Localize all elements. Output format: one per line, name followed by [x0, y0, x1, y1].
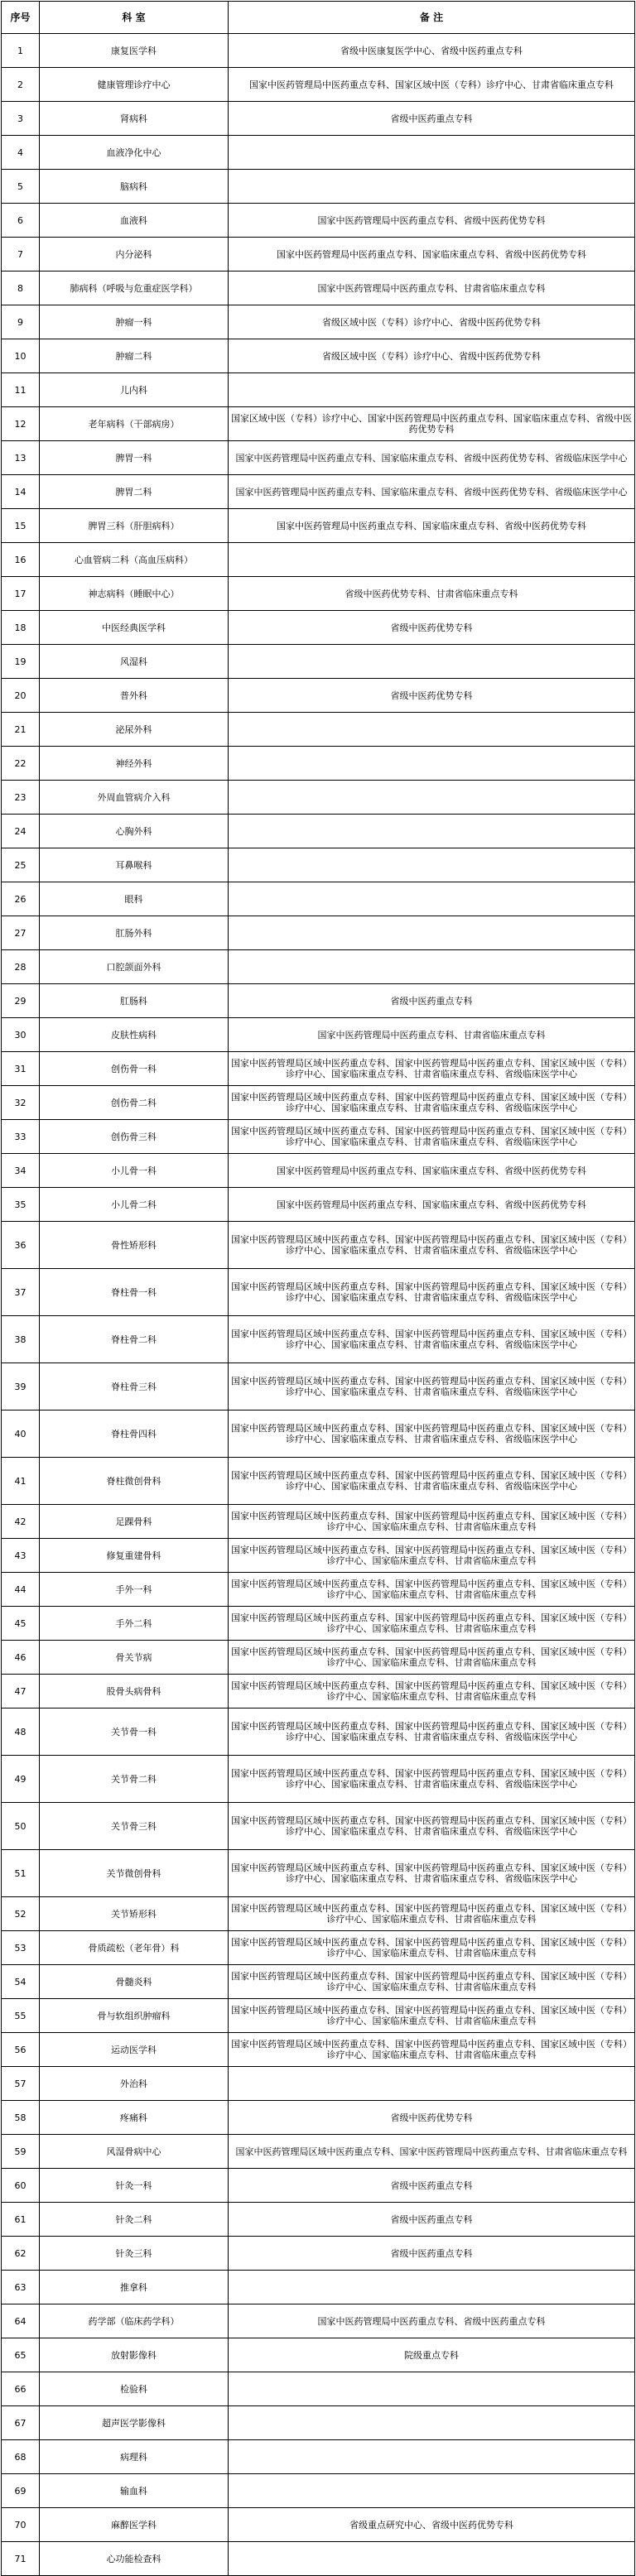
table-row	[2, 1188, 635, 1222]
remark-cell: 国家中医药管理局区域中医药重点专科、国家中医药管理局中医药重点专科、国家区域中医（专科）诊疗中心、国家临床重点专科、甘肃省临床重点专科	[229, 1999, 635, 2033]
remark-cell: 国家中医药管理局中医药重点专科、国家临床重点专科、省级中医药优势专科	[229, 509, 635, 543]
row-number: 40	[2, 1411, 40, 1458]
department-name: 皮肤性病科	[40, 1018, 229, 1052]
table-row	[2, 136, 635, 170]
department-name: 骨关节病	[40, 1641, 229, 1675]
department-name: 关节骨一科	[40, 1709, 229, 1756]
department-name: 运动医学科	[40, 2033, 229, 2067]
table-row	[2, 34, 635, 68]
remark-cell: 国家中医药管理局中医药重点专科、甘肃省临床重点专科	[229, 272, 635, 305]
row-number: 53	[2, 1931, 40, 1965]
remark-cell	[229, 2372, 635, 2406]
row-number: 14	[2, 475, 40, 509]
row-number: 58	[2, 2101, 40, 2135]
remark-cell	[229, 2474, 635, 2508]
row-number: 50	[2, 1803, 40, 1850]
row-number: 24	[2, 815, 40, 848]
remark-cell	[229, 373, 635, 407]
table-row	[2, 1120, 635, 1154]
table-row	[2, 2135, 635, 2169]
department-name: 普外科	[40, 679, 229, 713]
remark-cell: 国家中医药管理局中医药重点专科、省级中医药重点专科	[229, 2304, 635, 2338]
remark-cell: 国家中医药管理局区域中医药重点专科、国家中医药管理局中医药重点专科、国家区域中医（专科）诊疗中心、国家临床重点专科、甘肃省临床重点专科	[229, 1897, 635, 1931]
remark-cell	[229, 2440, 635, 2474]
row-number: 21	[2, 713, 40, 747]
remark-cell: 国家中医药管理局中医药重点专科、国家临床重点专科、省级中医药优势专科	[229, 238, 635, 272]
table-row	[2, 238, 635, 272]
department-name: 脊柱骨四科	[40, 1411, 229, 1458]
row-number: 64	[2, 2304, 40, 2338]
row-number: 45	[2, 1607, 40, 1641]
remark-cell	[229, 2542, 635, 2576]
row-number: 68	[2, 2440, 40, 2474]
department-name: 检验科	[40, 2372, 229, 2406]
department-name: 外治科	[40, 2067, 229, 2101]
department-name: 手外二科	[40, 1607, 229, 1641]
row-number: 42	[2, 1505, 40, 1539]
remark-cell: 省级中医康复医学中心、省级中医药重点专科	[229, 34, 635, 68]
table-row	[2, 2474, 635, 2508]
row-number: 52	[2, 1897, 40, 1931]
table-row	[2, 1607, 635, 1641]
table-row	[2, 2304, 635, 2338]
department-name: 神经外科	[40, 747, 229, 781]
department-name: 心血管病二科（高血压病科）	[40, 543, 229, 577]
row-number: 67	[2, 2406, 40, 2440]
remark-cell: 国家中医药管理局中医药重点专科、国家区域中医（专科）诊疗中心、甘肃省临床重点专科	[229, 68, 635, 102]
remark-cell: 省级区域中医（专科）诊疗中心、省级中医药优势专科	[229, 339, 635, 373]
department-name: 骨质疏松（老年骨）科	[40, 1931, 229, 1965]
row-number: 35	[2, 1188, 40, 1222]
remark-cell	[229, 2067, 635, 2101]
row-number: 15	[2, 509, 40, 543]
remark-cell: 国家中医药管理局区域中医药重点专科、国家中医药管理局中医药重点专科、国家区域中医（专科）诊疗中心、国家临床重点专科、甘肃省临床重点专科、省级临床医学中心	[229, 1458, 635, 1505]
row-number: 29	[2, 984, 40, 1018]
table-row	[2, 441, 635, 475]
row-number: 56	[2, 2033, 40, 2067]
table-row	[2, 305, 635, 339]
row-number: 8	[2, 272, 40, 305]
table-header	[2, 2, 635, 34]
table-row	[2, 373, 635, 407]
row-number: 16	[2, 543, 40, 577]
remark-cell	[229, 2271, 635, 2304]
table-row	[2, 1756, 635, 1803]
remark-cell: 院级重点专科	[229, 2338, 635, 2372]
remark-cell: 省级中医药重点专科	[229, 2237, 635, 2271]
table-row	[2, 407, 635, 441]
table-row	[2, 848, 635, 882]
table-row	[2, 815, 635, 848]
row-number: 46	[2, 1641, 40, 1675]
department-name: 创伤骨二科	[40, 1086, 229, 1120]
table-row	[2, 2542, 635, 2576]
remark-cell	[229, 136, 635, 170]
remark-cell	[229, 882, 635, 916]
table-row	[2, 747, 635, 781]
remark-cell: 国家中医药管理局中医药重点专科、国家临床重点专科、省级中医药优势专科、省级临床医学中心	[229, 441, 635, 475]
row-number: 59	[2, 2135, 40, 2169]
table-row	[2, 611, 635, 645]
header-row	[2, 2, 635, 34]
remark-cell: 国家中医药管理局区域中医药重点专科、国家中医药管理局中医药重点专科、国家区域中医（专科）诊疗中心、国家临床重点专科、甘肃省临床重点专科	[229, 1965, 635, 1999]
remark-cell	[229, 747, 635, 781]
remark-cell	[229, 916, 635, 950]
table-row	[2, 1363, 635, 1411]
table-row	[2, 1411, 635, 1458]
row-number: 69	[2, 2474, 40, 2508]
remark-cell: 国家中医药管理局区域中医药重点专科、国家中医药管理局中医药重点专科、国家区域中医（专科）诊疗中心、国家临床重点专科、甘肃省临床重点专科	[229, 1675, 635, 1709]
remark-cell	[229, 170, 635, 204]
table-row	[2, 2271, 635, 2304]
table-row	[2, 102, 635, 136]
department-name: 输血科	[40, 2474, 229, 2508]
department-name: 儿内科	[40, 373, 229, 407]
table-row	[2, 475, 635, 509]
table-row	[2, 1803, 635, 1850]
department-name: 足踝骨科	[40, 1505, 229, 1539]
department-name: 关节骨三科	[40, 1803, 229, 1850]
table-row	[2, 1965, 635, 1999]
remark-cell: 国家中医药管理局中医药重点专科、国家临床重点专科、省级中医药优势专科	[229, 1154, 635, 1188]
remark-cell: 国家中医药管理局区域中医药重点专科、国家中医药管理局中医药重点专科、国家区域中医（专科）诊疗中心、国家临床重点专科、甘肃省临床重点专科、省级临床医学中心	[229, 1269, 635, 1316]
table-row	[2, 1931, 635, 1965]
row-number: 51	[2, 1850, 40, 1897]
remark-cell	[229, 645, 635, 679]
table-row	[2, 2067, 635, 2101]
table-row	[2, 170, 635, 204]
department-name: 疼痛科	[40, 2101, 229, 2135]
department-name: 骨性矫形科	[40, 1222, 229, 1269]
row-number: 19	[2, 645, 40, 679]
department-name: 神志病科（睡眠中心）	[40, 577, 229, 611]
row-number: 41	[2, 1458, 40, 1505]
table-row	[2, 1505, 635, 1539]
department-name: 麻醉医学科	[40, 2508, 229, 2542]
department-name: 关节矫形科	[40, 1897, 229, 1931]
remark-cell: 国家中医药管理局区域中医药重点专科、国家中医药管理局中医药重点专科、国家区域中医（专科）诊疗中心、国家临床重点专科、甘肃省临床重点专科、省级临床医学中心	[229, 1120, 635, 1154]
row-number: 65	[2, 2338, 40, 2372]
table-row	[2, 1154, 635, 1188]
department-name: 老年病科（干部病房）	[40, 407, 229, 441]
department-name: 针灸二科	[40, 2203, 229, 2237]
remark-cell: 国家中医药管理局区域中医药重点专科、国家中医药管理局中医药重点专科、国家区域中医（专科）诊疗中心、国家临床重点专科、甘肃省临床重点专科、省级临床医学中心	[229, 1803, 635, 1850]
table-row	[2, 882, 635, 916]
row-number: 33	[2, 1120, 40, 1154]
remark-cell: 国家中医药管理局区域中医药重点专科、国家中医药管理局中医药重点专科、国家区域中医（专科）诊疗中心、国家临床重点专科、甘肃省临床重点专科、省级临床医学中心	[229, 1052, 635, 1086]
table-row	[2, 1269, 635, 1316]
row-number: 7	[2, 238, 40, 272]
remark-cell	[229, 2406, 635, 2440]
row-number: 54	[2, 1965, 40, 1999]
row-number: 57	[2, 2067, 40, 2101]
remark-cell: 国家中医药管理局区域中医药重点专科、国家中医药管理局中医药重点专科、国家区域中医（专科）诊疗中心、国家临床重点专科、甘肃省临床重点专科、省级临床医学中心	[229, 1316, 635, 1363]
remark-cell: 省级中医药重点专科	[229, 2203, 635, 2237]
department-name: 关节微创骨科	[40, 1850, 229, 1897]
department-name: 脊柱骨三科	[40, 1363, 229, 1411]
remark-cell: 国家中医药管理局中医药重点专科、国家临床重点专科、省级中医药优势专科	[229, 1188, 635, 1222]
department-name: 肿瘤一科	[40, 305, 229, 339]
remark-cell: 国家区域中医（专科）诊疗中心、国家中医药管理局中医药重点专科、国家临床重点专科、省级中医药优势专科	[229, 407, 635, 441]
remark-cell	[229, 781, 635, 815]
department-name: 风湿骨病中心	[40, 2135, 229, 2169]
table-row	[2, 984, 635, 1018]
table-row	[2, 2033, 635, 2067]
table-row	[2, 339, 635, 373]
table-row	[2, 950, 635, 984]
remark-cell: 省级中医药优势专科	[229, 679, 635, 713]
department-name: 股骨头病骨科	[40, 1675, 229, 1709]
department-name: 针灸一科	[40, 2169, 229, 2203]
row-number: 27	[2, 916, 40, 950]
remark-cell	[229, 848, 635, 882]
remark-cell: 国家中医药管理局区域中医药重点专科、国家中医药管理局中医药重点专科、国家区域中医（专科）诊疗中心、国家临床重点专科、甘肃省临床重点专科	[229, 1505, 635, 1539]
department-name: 手外一科	[40, 1573, 229, 1607]
row-number: 70	[2, 2508, 40, 2542]
department-name: 泌尿外科	[40, 713, 229, 747]
remark-cell: 省级中医药优势专科	[229, 611, 635, 645]
table-row	[2, 2169, 635, 2203]
remark-cell: 国家中医药管理局区域中医药重点专科、国家中医药管理局中医药重点专科、国家区域中医（专科）诊疗中心、国家临床重点专科、甘肃省临床重点专科、省级临床医学中心	[229, 1850, 635, 1897]
table-row	[2, 2406, 635, 2440]
row-number: 66	[2, 2372, 40, 2406]
remark-cell	[229, 950, 635, 984]
department-name: 心胸外科	[40, 815, 229, 848]
table-row	[2, 2508, 635, 2542]
table-row	[2, 1458, 635, 1505]
row-number: 36	[2, 1222, 40, 1269]
row-number: 60	[2, 2169, 40, 2203]
remark-cell: 国家中医药管理局区域中医药重点专科、国家中医药管理局中医药重点专科、国家区域中医（专科）诊疗中心、国家临床重点专科、甘肃省临床重点专科、省级临床医学中心	[229, 1363, 635, 1411]
department-name: 脊柱骨一科	[40, 1269, 229, 1316]
row-number: 9	[2, 305, 40, 339]
department-name: 小儿骨二科	[40, 1188, 229, 1222]
table-row	[2, 577, 635, 611]
department-name: 肛肠外科	[40, 916, 229, 950]
remark-cell: 国家中医药管理局区域中医药重点专科、国家中医药管理局中医药重点专科、国家区域中医（专科）诊疗中心、国家临床重点专科、甘肃省临床重点专科、省级临床医学中心	[229, 1086, 635, 1120]
department-name: 创伤骨一科	[40, 1052, 229, 1086]
remark-cell: 省级中医药优势专科、甘肃省临床重点专科	[229, 577, 635, 611]
row-number: 26	[2, 882, 40, 916]
row-number: 17	[2, 577, 40, 611]
table-row	[2, 2237, 635, 2271]
department-name: 脊柱骨二科	[40, 1316, 229, 1363]
table-row	[2, 1897, 635, 1931]
table-row	[2, 204, 635, 238]
department-name: 关节骨二科	[40, 1756, 229, 1803]
remark-cell: 国家中医药管理局区域中医药重点专科、国家中医药管理局中医药重点专科、国家区域中医（专科）诊疗中心、国家临床重点专科、甘肃省临床重点专科	[229, 1539, 635, 1573]
department-name: 骨髓炎科	[40, 1965, 229, 1999]
table-row	[2, 272, 635, 305]
department-name: 康复医学科	[40, 34, 229, 68]
department-name: 血液净化中心	[40, 136, 229, 170]
row-number: 44	[2, 1573, 40, 1607]
department-name: 眼科	[40, 882, 229, 916]
table-row	[2, 713, 635, 747]
row-number: 61	[2, 2203, 40, 2237]
department-name: 肺病科（呼吸与危重症医学科）	[40, 272, 229, 305]
department-name: 超声医学影像科	[40, 2406, 229, 2440]
row-number: 32	[2, 1086, 40, 1120]
department-name: 耳鼻喉科	[40, 848, 229, 882]
department-name: 肾病科	[40, 102, 229, 136]
row-number: 28	[2, 950, 40, 984]
department-name: 口腔颌面外科	[40, 950, 229, 984]
remark-cell: 国家中医药管理局区域中医药重点专科、国家中医药管理局中医药重点专科、国家区域中医（专科）诊疗中心、国家临床重点专科、甘肃省临床重点专科、省级临床医学中心	[229, 1222, 635, 1269]
row-number: 63	[2, 2271, 40, 2304]
remark-cell: 国家中医药管理局区域中医药重点专科、国家中医药管理局中医药重点专科、国家区域中医（专科）诊疗中心、国家临床重点专科、甘肃省临床重点专科	[229, 1931, 635, 1965]
department-name: 骨与软组织肿瘤科	[40, 1999, 229, 2033]
remark-cell: 省级重点研究中心、省级中医药优势专科	[229, 2508, 635, 2542]
department-name: 心功能检查科	[40, 2542, 229, 2576]
table-row	[2, 679, 635, 713]
table-row	[2, 1018, 635, 1052]
row-number: 5	[2, 170, 40, 204]
department-name: 中医经典医学科	[40, 611, 229, 645]
remark-cell	[229, 713, 635, 747]
table-row	[2, 1539, 635, 1573]
department-name: 肛肠科	[40, 984, 229, 1018]
row-number: 62	[2, 2237, 40, 2271]
remark-cell: 国家中医药管理局中医药重点专科、省级中医药优势专科	[229, 204, 635, 238]
table-row	[2, 781, 635, 815]
department-name: 放射影像科	[40, 2338, 229, 2372]
table-row	[2, 1999, 635, 2033]
department-name: 内分泌科	[40, 238, 229, 272]
row-number: 37	[2, 1269, 40, 1316]
row-number: 31	[2, 1052, 40, 1086]
table-row	[2, 1052, 635, 1086]
table-row	[2, 2440, 635, 2474]
row-number: 23	[2, 781, 40, 815]
row-number: 49	[2, 1756, 40, 1803]
table-row	[2, 543, 635, 577]
remark-cell: 国家中医药管理局区域中医药重点专科、国家中医药管理局中医药重点专科、国家区域中医（专科）诊疗中心、国家临床重点专科、甘肃省临床重点专科、省级临床医学中心	[229, 1709, 635, 1756]
row-number: 39	[2, 1363, 40, 1411]
table-row	[2, 2338, 635, 2372]
department-name: 风湿科	[40, 645, 229, 679]
table-row	[2, 1675, 635, 1709]
row-number: 10	[2, 339, 40, 373]
row-number: 6	[2, 204, 40, 238]
row-number: 2	[2, 68, 40, 102]
row-number: 13	[2, 441, 40, 475]
row-number: 18	[2, 611, 40, 645]
remark-cell: 国家中医药管理局区域中医药重点专科、国家中医药管理局中医药重点专科、甘肃省临床重点专科	[229, 2135, 635, 2169]
department-name: 修复重建骨科	[40, 1539, 229, 1573]
table-row	[2, 2101, 635, 2135]
table-row	[2, 1316, 635, 1363]
row-number: 48	[2, 1709, 40, 1756]
remark-cell	[229, 815, 635, 848]
table-row	[2, 1222, 635, 1269]
department-name: 脊柱微创骨科	[40, 1458, 229, 1505]
table-row	[2, 2372, 635, 2406]
row-number: 43	[2, 1539, 40, 1573]
row-number: 11	[2, 373, 40, 407]
department-name: 小儿骨一科	[40, 1154, 229, 1188]
remark-cell: 省级区域中医（专科）诊疗中心、省级中医药优势专科	[229, 305, 635, 339]
remark-cell: 国家中医药管理局区域中医药重点专科、国家中医药管理局中医药重点专科、国家区域中医（专科）诊疗中心、国家临床重点专科、甘肃省临床重点专科	[229, 1607, 635, 1641]
remark-cell: 省级中医药优势专科	[229, 2101, 635, 2135]
remark-cell: 国家中医药管理局区域中医药重点专科、国家中医药管理局中医药重点专科、国家区域中医（专科）诊疗中心、国家临床重点专科、甘肃省临床重点专科	[229, 1573, 635, 1607]
table-row	[2, 1573, 635, 1607]
table-row	[2, 2203, 635, 2237]
remark-cell: 国家中医药管理局区域中医药重点专科、国家中医药管理局中医药重点专科、国家区域中医（专科）诊疗中心、国家临床重点专科、甘肃省临床重点专科	[229, 1641, 635, 1675]
row-number: 3	[2, 102, 40, 136]
table-row	[2, 1641, 635, 1675]
remark-cell: 国家中医药管理局中医药重点专科、国家临床重点专科、省级中医药优势专科、省级临床医学中心	[229, 475, 635, 509]
remark-cell: 国家中医药管理局区域中医药重点专科、国家中医药管理局中医药重点专科、国家区域中医（专科）诊疗中心、国家临床重点专科、甘肃省临床重点专科、省级临床医学中心	[229, 1756, 635, 1803]
remark-cell: 国家中医药管理局区域中医药重点专科、国家中医药管理局中医药重点专科、国家区域中医（专科）诊疗中心、国家临床重点专科、甘肃省临床重点专科	[229, 2033, 635, 2067]
table-row	[2, 68, 635, 102]
header-department: 科 室	[40, 2, 229, 34]
department-name: 外周血管病介入科	[40, 781, 229, 815]
department-name: 药学部（临床药学科）	[40, 2304, 229, 2338]
table-row	[2, 1086, 635, 1120]
table-body	[2, 34, 635, 2576]
department-name: 针灸三科	[40, 2237, 229, 2271]
table-row	[2, 509, 635, 543]
row-number: 25	[2, 848, 40, 882]
row-number: 20	[2, 679, 40, 713]
remark-cell: 省级中医药重点专科	[229, 984, 635, 1018]
remark-cell	[229, 543, 635, 577]
row-number: 30	[2, 1018, 40, 1052]
department-name: 脑病科	[40, 170, 229, 204]
row-number: 38	[2, 1316, 40, 1363]
department-name: 推拿科	[40, 2271, 229, 2304]
remark-cell: 省级中医药重点专科	[229, 2169, 635, 2203]
department-name: 肿瘤二科	[40, 339, 229, 373]
department-name: 创伤骨三科	[40, 1120, 229, 1154]
header-no: 序号	[2, 2, 40, 34]
row-number: 55	[2, 1999, 40, 2033]
row-number: 1	[2, 34, 40, 68]
department-name: 脾胃二科	[40, 475, 229, 509]
row-number: 12	[2, 407, 40, 441]
table-row	[2, 645, 635, 679]
department-name: 健康管理诊疗中心	[40, 68, 229, 102]
department-name: 病理科	[40, 2440, 229, 2474]
remark-cell: 国家中医药管理局区域中医药重点专科、国家中医药管理局中医药重点专科、国家区域中医（专科）诊疗中心、国家临床重点专科、甘肃省临床重点专科、省级临床医学中心	[229, 1411, 635, 1458]
department-name: 脾胃一科	[40, 441, 229, 475]
department-name: 脾胃三科（肝胆病科）	[40, 509, 229, 543]
row-number: 22	[2, 747, 40, 781]
header-remark: 备 注	[229, 2, 635, 34]
table-row	[2, 1709, 635, 1756]
remark-cell: 国家中医药管理局中医药重点专科、甘肃省临床重点专科	[229, 1018, 635, 1052]
remark-cell: 省级中医药重点专科	[229, 102, 635, 136]
department-name: 血液科	[40, 204, 229, 238]
table-row	[2, 1850, 635, 1897]
row-number: 4	[2, 136, 40, 170]
row-number: 34	[2, 1154, 40, 1188]
row-number: 71	[2, 2542, 40, 2576]
row-number: 47	[2, 1675, 40, 1709]
table-row	[2, 916, 635, 950]
department-table	[1, 1, 635, 2576]
